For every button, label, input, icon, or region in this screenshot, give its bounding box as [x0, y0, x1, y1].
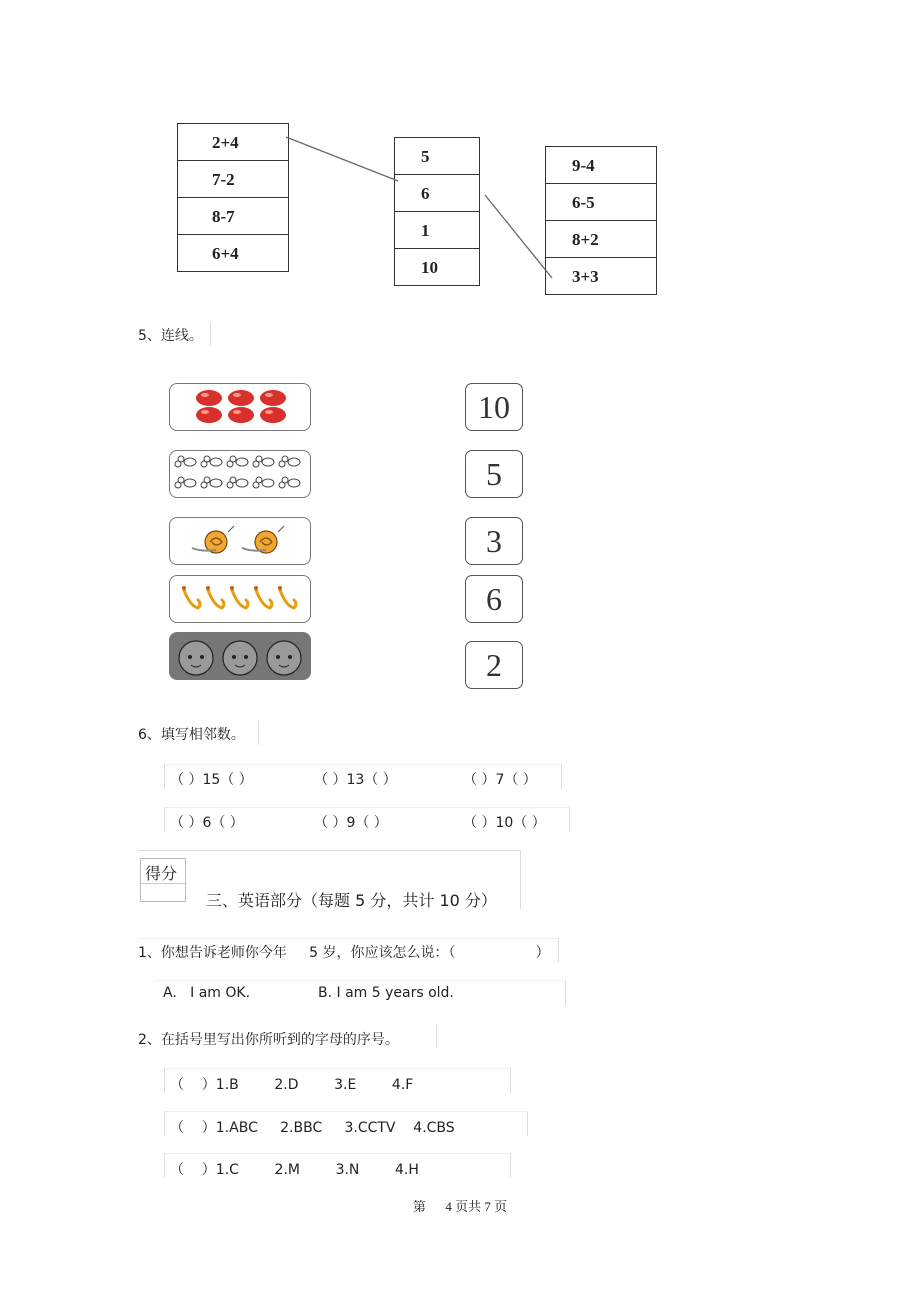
girl-face-icon	[170, 633, 309, 678]
matching-lines	[0, 0, 920, 320]
number-box[interactable]: 5	[465, 450, 523, 498]
letter-choice-row[interactable]: （ ）1.C 2.M 3.N 4.H	[170, 1162, 419, 1178]
left-cell: 7-2	[178, 161, 288, 198]
score-box	[140, 858, 186, 902]
q5-title-edge	[210, 322, 211, 346]
picture-box-snails[interactable]	[169, 517, 311, 565]
middle-cell: 6	[395, 175, 479, 212]
q6-title: 6、填写相邻数。	[138, 727, 245, 743]
picture-box-shrimps[interactable]	[169, 575, 311, 623]
score-label: 得分	[145, 864, 178, 883]
middle-cell: 1	[395, 212, 479, 249]
picture-box-bees[interactable]	[169, 450, 311, 498]
neighbor-blank[interactable]: （ ）7（ ）	[463, 772, 537, 788]
middle-cell: 10	[421, 258, 438, 277]
neighbor-blank[interactable]: （ ）13（ ）	[314, 772, 397, 788]
connector-line	[286, 137, 398, 181]
neighbor-blank[interactable]: （ ）9（ ）	[314, 815, 388, 831]
neighbor-blank[interactable]: （ ）6（ ）	[170, 815, 244, 831]
letter-choice-row[interactable]: （ ）1.B 2.D 3.E 4.F	[170, 1077, 414, 1093]
number-box[interactable]: 3	[465, 517, 523, 565]
score-divider	[141, 883, 185, 884]
neighbor-blank[interactable]: （ ）15（ ）	[170, 772, 253, 788]
option-b[interactable]: B. I am 5 years old.	[318, 985, 454, 1001]
right-cell: 8+2	[546, 221, 656, 258]
picture-box-tomatoes[interactable]	[169, 383, 311, 431]
middle-cell: 5	[395, 138, 479, 175]
left-cell: 6+4	[212, 244, 239, 263]
right-cell: 6-5	[546, 184, 656, 221]
page-footer: 第 4 页共 7 页	[412, 1199, 508, 1214]
right-cell: 3+3	[572, 267, 599, 286]
right-cell: 9-4	[546, 147, 656, 184]
neighbor-blank[interactable]: （ ）10（ ）	[463, 815, 546, 831]
eq1-question: 1、你想告诉老师你今年 5 岁，你应该怎么说：（ ）	[138, 945, 550, 961]
tomato-icon	[170, 384, 309, 429]
number-box[interactable]: 2	[465, 641, 523, 689]
letter-choice-row[interactable]: （ ）1.ABC 2.BBC 3.CCTV 4.CBS	[170, 1120, 455, 1136]
bee-icon	[170, 451, 309, 496]
number-box[interactable]: 6	[465, 575, 523, 623]
number-box[interactable]: 10	[465, 383, 523, 431]
q5-title: 5、连线。	[138, 328, 203, 344]
picture-box-faces[interactable]	[169, 632, 311, 680]
eq1-frame	[138, 938, 559, 963]
connector-line	[485, 195, 552, 278]
left-cell: 2+4	[178, 124, 288, 161]
section-title: 三、英语部分（每题 5 分，共计 10 分）	[206, 891, 497, 910]
snail-icon	[170, 518, 309, 563]
eq2-question: 2、在括号里写出你所听到的字母的序号。	[138, 1032, 399, 1048]
q6-title-edge	[258, 721, 259, 745]
eq2-frame	[138, 1024, 437, 1048]
option-a[interactable]: A. I am OK.	[163, 985, 251, 1001]
left-cell: 8-7	[178, 198, 288, 235]
shrimp-icon	[170, 576, 309, 621]
